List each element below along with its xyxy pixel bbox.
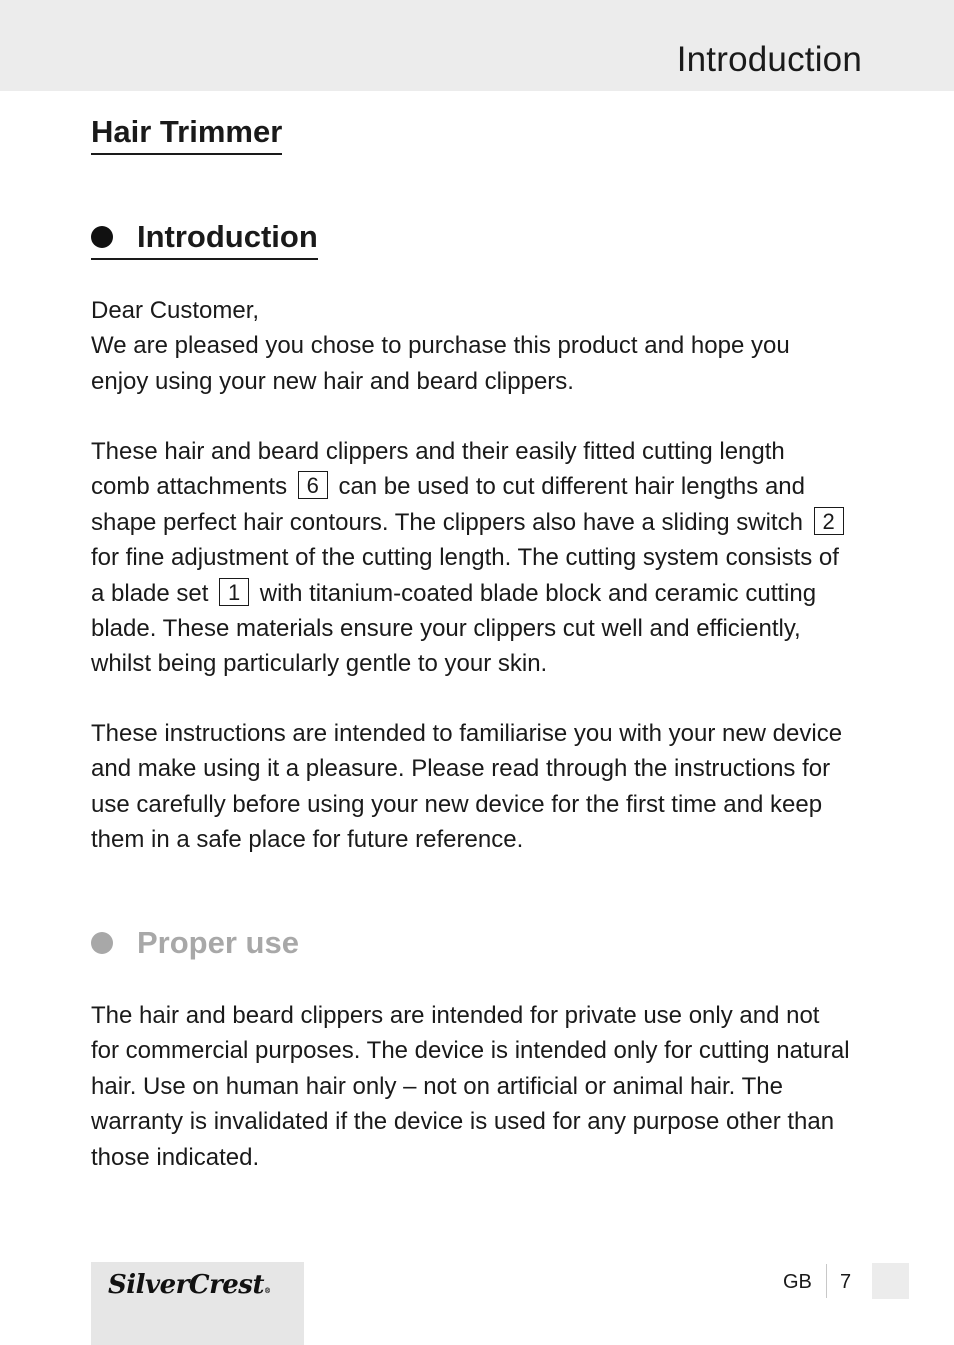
text-line: whilst being particularly gentle to your skin. [91, 650, 548, 678]
text-line [91, 576, 881, 611]
brand-logo [108, 1268, 270, 1302]
text-line: blade. These materials ensure your clippers cut well and efficiently, [91, 615, 801, 643]
text-segment: shape perfect hair contours. The clippers also have a sliding switch [91, 508, 803, 536]
footer-divider [826, 1264, 827, 1298]
text-line [91, 505, 881, 540]
part-reference-2: 2 [814, 507, 844, 535]
text-line: enjoy using your new hair and beard clippers. [91, 367, 574, 395]
text-line: We are pleased you chose to purchase this product and hope you [91, 332, 790, 360]
section-heading-label: Proper use [137, 925, 299, 960]
intro-description-paragraph [91, 434, 881, 682]
section-heading-introduction [91, 217, 318, 260]
section-heading-label: Introduction [137, 219, 318, 254]
text-segment: comb attachments [91, 473, 288, 501]
intro-instructions-paragraph [91, 716, 881, 858]
text-line [91, 469, 881, 504]
text-line: and make using it a pleasure. Please read through the instructions for [91, 755, 831, 783]
text-segment: a blade set [91, 579, 209, 607]
text-line: use carefully before using your new device for the first time and keep [91, 790, 823, 818]
greeting-line: Dear Customer, [91, 297, 260, 324]
text-segment: can be used to cut different hair lengths and [338, 473, 805, 501]
text-line: for fine adjustment of the cutting length. The cutting system consists of [91, 544, 839, 572]
text-line: for commercial purposes. The device is intended only for cutting natural [91, 1037, 850, 1065]
text-segment: with titanium-coated blade block and ceramic cutting [259, 579, 817, 607]
document-title: Hair Trimmer [91, 112, 282, 155]
text-line: hair. Use on human hair only – not on artificial or animal hair. The [91, 1072, 783, 1100]
brand-name: SilverCrest [108, 1270, 264, 1300]
bullet-icon [91, 932, 113, 954]
header-title: Introduction [676, 40, 862, 79]
text-line: warranty is invalidated if the device is used for any purpose other than [91, 1108, 835, 1136]
footer-tab-marker [872, 1263, 909, 1299]
registered-mark: ® [263, 1286, 271, 1295]
section-heading-proper-use [91, 923, 299, 963]
bullet-icon [91, 226, 113, 248]
part-reference-6: 6 [298, 471, 328, 499]
text-line: The hair and beard clippers are intended for private use only and not [91, 1002, 820, 1029]
intro-greeting-paragraph [91, 293, 881, 399]
language-code: GB [783, 1271, 812, 1293]
text-line: These instructions are intended to familiarise you with your new device [91, 720, 843, 747]
part-reference-1: 1 [219, 578, 249, 606]
text-line: them in a safe place for future reference. [91, 826, 524, 854]
proper-use-paragraph [91, 998, 881, 1175]
text-line: those indicated. [91, 1143, 260, 1171]
page-number: 7 [840, 1271, 852, 1293]
text-line: These hair and beard clippers and their easily fitted cutting length [91, 438, 785, 465]
